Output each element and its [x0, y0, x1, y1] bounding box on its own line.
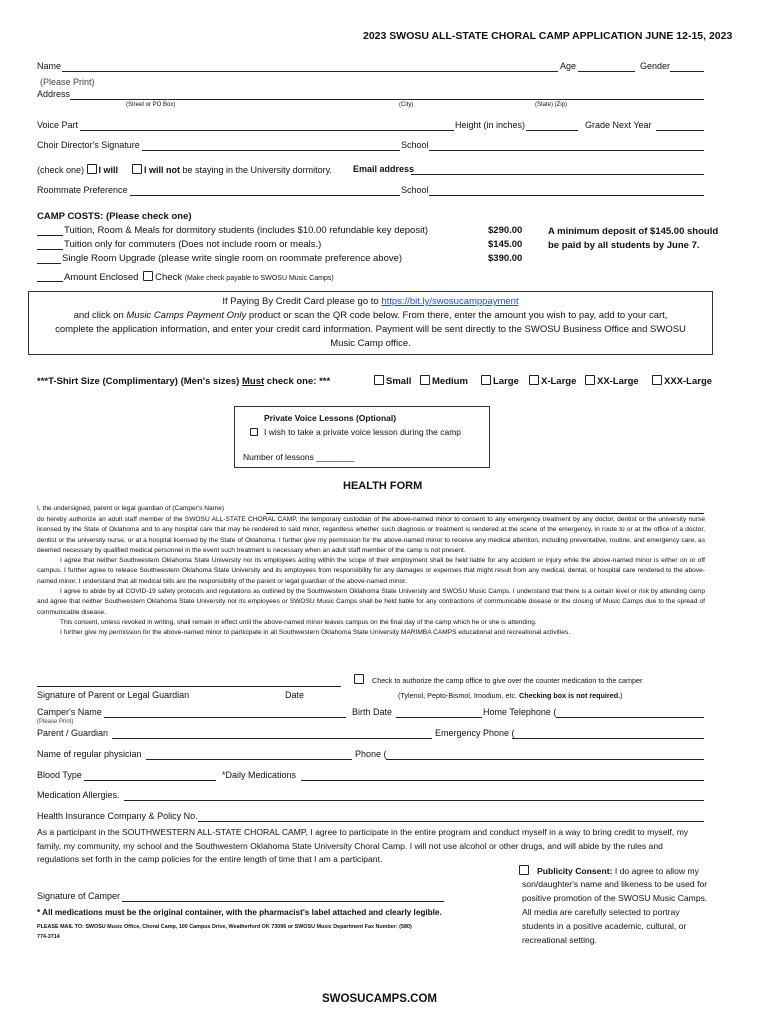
- health-paragraph-5: I further give my permission for the above-named minor to participate in all Southwestern Oklahoma State University MARIMBA CAMPS educational and recreational activities.: [60, 629, 571, 637]
- tshirt-label: [37, 376, 330, 387]
- cost-option-1-blank[interactable]: [37, 235, 63, 236]
- private-lesson-option-text: I wish to take a private voice lesson during the camp: [264, 427, 462, 437]
- director-signature-field[interactable]: [142, 150, 400, 151]
- tshirt-size-medium[interactable]: [420, 375, 468, 387]
- page-title: 2023 SWOSU ALL-STATE CHORAL CAMP APPLICATION JUNE 12-15, 2023: [363, 30, 733, 42]
- check-payable-note: (Make check payable to SWOSU Music Camps): [184, 275, 334, 282]
- private-lessons-title: Private Voice Lessons (Optional): [264, 413, 397, 423]
- checkbox-icon[interactable]: [420, 375, 430, 385]
- voice-part-field[interactable]: [80, 130, 454, 131]
- physician-label: Name of regular physician: [37, 749, 142, 759]
- medication-allergies-field[interactable]: [124, 800, 704, 801]
- cost-option-2-price: $145.00: [488, 239, 523, 250]
- participant-agreement: As a participant in the SOUTHWESTERN ALL-STATE CHORAL CAMP, I agree to participate in the entire program and conduct myself in a way to bring credit to myself, my family, my community, my school and the Southwestern Oklahoma State University Choral Camp. I will not use alcohol or other drugs, and will abide by the rules and regulations set forth in the camp policies for the entire length of time that I am a participant.: [37, 827, 689, 864]
- otc-authorization: [354, 674, 642, 685]
- gender-field[interactable]: [670, 71, 704, 72]
- health-form-title: HEALTH FORM: [343, 480, 423, 492]
- publicity-line-4: All media are carefully selected to portray: [522, 907, 680, 917]
- campers-name-consent-field[interactable]: [266, 513, 704, 514]
- cost-option-2-label: Tuition only for commuters (Does not include room or meals.): [64, 239, 322, 250]
- name-field[interactable]: [62, 71, 558, 72]
- parent-signature-field[interactable]: [37, 686, 341, 687]
- insurance-field[interactable]: [198, 821, 704, 822]
- campers-name-field[interactable]: [104, 717, 346, 718]
- tshirt-size-label: Small: [386, 376, 412, 387]
- school-field[interactable]: [429, 150, 704, 151]
- publicity-rest: I do agree to allow my: [614, 866, 699, 876]
- medications-note: * All medications must be the original container, with the pharmacist's label attached and clearly legible.: [37, 908, 442, 917]
- deposit-note-line2: be paid by all students by June 7.: [548, 240, 700, 251]
- will-checkbox[interactable]: [87, 164, 97, 174]
- tshirt-size-label: X-Large: [541, 376, 577, 387]
- payment-line-2-em: Music Camps Payment Only: [126, 310, 247, 321]
- email-label: Email address: [353, 164, 415, 174]
- insurance-label: Health Insurance Company & Policy No.: [37, 811, 198, 821]
- checkbox-icon[interactable]: [374, 375, 384, 385]
- email-field[interactable]: [411, 174, 704, 175]
- roommate-label: Roommate Preference: [37, 185, 128, 195]
- health-paragraph-3: I agree to abide by all COVID-19 safety protocols and regulations as outlined by the Southwestern Oklahoma State University and SWOSU Music Camps. I understand that there is a certain level or risk by attending camp and agree that neither Southwestern Oklahoma State University nor its employees or SWOSU Music Camps shall be held liable for any contractions of communicable disease or the closing of Music Camps due to the spread of communicable disease.: [37, 588, 705, 616]
- address-field[interactable]: [70, 99, 704, 100]
- otc-text-1: Check to authorize the camp office to give over the counter medication to the camper: [372, 676, 643, 685]
- gender-label: Gender: [640, 61, 671, 71]
- physician-field[interactable]: [146, 759, 352, 760]
- tshirt-size-label: Medium: [432, 376, 468, 387]
- home-telephone-field[interactable]: [556, 717, 704, 718]
- health-paragraph-1: do hereby authorize an adult staff member of the SWOSU ALL-STATE CHORAL CAMP, the temporary custodian of the above-named minor to consent to any emergency treatment by any doctor, dentist or the university nurse licensed by the State of Oklahoma and to any hospital care that may be rendered to said minor, regardless whether such diagnosis or treatment is rendered at the scene of the emergency, in route to or at the office of a doctor, dentist or the university nurse, or at a hospital licensed by the State of Oklahoma. I further give my permission for the above-named minor to receive any medical attention, including preventative, routine, and emergency care, as deemed necessary by qualified medical personnel in the event such treatment is necessary when an adult staff member of the camp is not present.: [37, 516, 705, 554]
- otc-note: [398, 691, 623, 700]
- tshirt-label-must: Must: [241, 376, 265, 387]
- payment-line-2: [28, 310, 713, 321]
- tshirt-size-label: XX-Large: [597, 376, 639, 387]
- home-telephone-label: Home Telephone (: [483, 707, 557, 717]
- will-not-label: I will not: [144, 165, 180, 175]
- school2-label: School: [401, 185, 429, 195]
- deposit-note-line1: A minimum deposit of $145.00 should: [548, 226, 719, 237]
- daily-medications-label: *Daily Medications: [222, 770, 297, 780]
- private-lesson-option: [250, 427, 461, 437]
- tshirt-size-label: XXX-Large: [664, 376, 713, 387]
- publicity-title: Publicity Consent:: [537, 866, 613, 876]
- mail-to-line1: PLEASE MAIL TO: SWOSU Music Office, Choral Camp, 100 Campus Drive, Weatherford OK 73096 or SWOSU Music Department Fax Number: (580): [37, 924, 412, 930]
- check-payment-label: Check: [155, 272, 183, 283]
- publicity-checkbox[interactable]: [519, 865, 529, 875]
- city-hint: (City): [399, 102, 414, 108]
- dorm-text: be staying in the University dormitory.: [182, 165, 332, 175]
- grade-label: Grade Next Year: [585, 120, 652, 130]
- payment-line-1: [28, 296, 713, 307]
- payment-line-4: Music Camp office.: [330, 338, 411, 349]
- blood-type-field[interactable]: [84, 780, 216, 781]
- payment-line-3: complete the application information, and enter your credit card information. Payment will be sent directly to the SWOSU Business Office and SWOSU: [55, 324, 686, 335]
- voice-part-label: Voice Part: [37, 120, 79, 130]
- camper-signature-field[interactable]: [122, 901, 444, 902]
- will-not-checkbox[interactable]: [132, 164, 142, 174]
- height-field[interactable]: [526, 130, 578, 131]
- state-zip-hint: (State) (Zip): [535, 102, 568, 108]
- otc-note-pre: (Tylenol, Pepto-Bismol, Imodium, etc.: [398, 691, 518, 700]
- school-label: School: [401, 140, 429, 150]
- age-label: Age: [560, 61, 577, 71]
- amount-enclosed-field[interactable]: [37, 281, 63, 282]
- publicity-line-5: students in a positive academic, cultural, or: [522, 921, 687, 931]
- payment-link[interactable]: https://bit.ly/swosucamppayment: [381, 296, 519, 307]
- parent-guardian-field[interactable]: [112, 738, 432, 739]
- dorm-check-one: [37, 164, 118, 175]
- cost-option-1-label: Tuition, Room & Meals for dormitory students (includes $10.00 refundable key deposit): [64, 225, 428, 236]
- health-paragraph-4: This consent, unless revoked in writing, shall remain in effect until the above-named minor leaves campus on the final day of the camp which he or she is attending.: [60, 618, 537, 626]
- payment-line-1-text: If Paying By Credit Card please go to: [222, 296, 379, 307]
- daily-medications-field[interactable]: [301, 780, 704, 781]
- name-label: Name: [37, 61, 62, 71]
- footer-website[interactable]: SWOSUCAMPS.COM: [322, 993, 437, 1005]
- check-one-label: (check one): [37, 165, 85, 175]
- publicity-line-6: recreational setting.: [522, 935, 597, 945]
- tshirt-size-xxlarge[interactable]: [585, 375, 639, 387]
- payment-line-2-post: product or scan the QR code below. From there, enter the amount you wish to pay, add to your cart,: [248, 310, 668, 321]
- camp-costs-heading: CAMP COSTS: (Please check one): [37, 211, 192, 222]
- private-lesson-checkbox[interactable]: [250, 428, 258, 436]
- physician-phone-label: Phone (: [355, 749, 387, 759]
- please-print-hint-2: (Please Print): [37, 719, 74, 725]
- parent-signature-label: Signature of Parent or Legal Guardian: [37, 690, 190, 700]
- height-label: Height (in inches): [455, 120, 526, 130]
- emergency-phone-field[interactable]: [512, 738, 704, 739]
- amount-enclosed-row: [64, 271, 334, 283]
- medication-allergies-label: Medication Allergies.: [37, 790, 120, 800]
- will-not-option: [132, 164, 332, 175]
- tshirt-size-small[interactable]: [374, 375, 411, 387]
- birth-date-label: Birth Date: [352, 707, 393, 717]
- checkbox-icon[interactable]: [529, 375, 539, 385]
- publicity-consent-line1: [519, 865, 699, 876]
- checkbox-icon[interactable]: [481, 375, 491, 385]
- tshirt-size-large[interactable]: [481, 375, 519, 387]
- cost-option-1-price: $290.00: [488, 225, 523, 236]
- publicity-line-3: positive promotion of the SWOSU Music Camps.: [522, 893, 708, 903]
- publicity-line-2: son/daughter's name and likeness to be used for: [522, 879, 708, 889]
- will-label: I will: [98, 165, 119, 175]
- cost-option-3-price: $390.00: [488, 253, 523, 264]
- tshirt-label-post: check one: ***: [266, 376, 331, 387]
- tshirt-label-pre: ***T-Shirt Size (Complimentary) (Men's sizes): [37, 376, 240, 387]
- parent-guardian-label: Parent / Guardian: [37, 728, 109, 738]
- otc-checkbox[interactable]: [354, 674, 364, 684]
- number-of-lessons[interactable]: Number of lessons ________: [243, 452, 355, 462]
- health-intro-label: I, the undersigned, parent or legal guardian of (Camper's Name): [37, 505, 225, 512]
- school2-field[interactable]: [429, 195, 704, 196]
- tshirt-size-label: Large: [493, 376, 519, 387]
- age-field[interactable]: [578, 71, 635, 72]
- check-payment-checkbox[interactable]: [143, 271, 153, 281]
- blood-type-label: Blood Type: [37, 770, 82, 780]
- tshirt-size-xlarge[interactable]: [529, 375, 576, 387]
- campers-name-label: Camper's Name: [37, 707, 102, 717]
- birth-date-field[interactable]: [396, 717, 482, 718]
- camper-signature-label: Signature of Camper: [37, 891, 121, 901]
- checkbox-icon[interactable]: [652, 375, 662, 385]
- health-paragraph-2: I agree that neither Southwestern Oklahoma State University nor its employees acting within the scope of their employment shall be held liable for any accident or injury while the above-named minor is either on or off campus. I further agree to release Southwestern Oklahoma State University and its employees from responsibility for any damages or expenses that might result from any medical, dental, or hospital care rendered to the above-named minor. I understand that all medical bills are the responsibility of the parent or legal guardian of the above-named minor.: [37, 557, 705, 585]
- payment-line-2-pre: and click on: [73, 310, 124, 321]
- amount-enclosed-label: Amount Enclosed: [64, 272, 139, 283]
- physician-phone-field[interactable]: [386, 759, 704, 760]
- please-print-hint: (Please Print): [40, 77, 95, 87]
- otc-note-post: ): [620, 691, 623, 700]
- otc-note-bold: Checking box is not required.: [519, 691, 621, 700]
- emergency-phone-label: Emergency Phone (: [435, 728, 515, 738]
- health-consent-text: [37, 515, 705, 639]
- mail-to-line2: 774-3714: [37, 934, 60, 940]
- cost-option-2-blank[interactable]: [37, 249, 63, 250]
- director-signature-label: Choir Director's Signature: [37, 140, 140, 150]
- parent-signature-date-label: Date: [285, 690, 305, 700]
- cost-option-3-label: Single Room Upgrade (please write single room on roommate preference above): [62, 253, 403, 264]
- checkbox-icon[interactable]: [585, 375, 595, 385]
- street-hint: (Street or PO Box): [126, 102, 176, 108]
- address-label: Address: [37, 89, 71, 99]
- roommate-field[interactable]: [130, 195, 400, 196]
- cost-option-3-blank[interactable]: [37, 263, 61, 264]
- grade-field[interactable]: [656, 130, 704, 131]
- tshirt-size-xxxlarge[interactable]: [652, 375, 712, 387]
